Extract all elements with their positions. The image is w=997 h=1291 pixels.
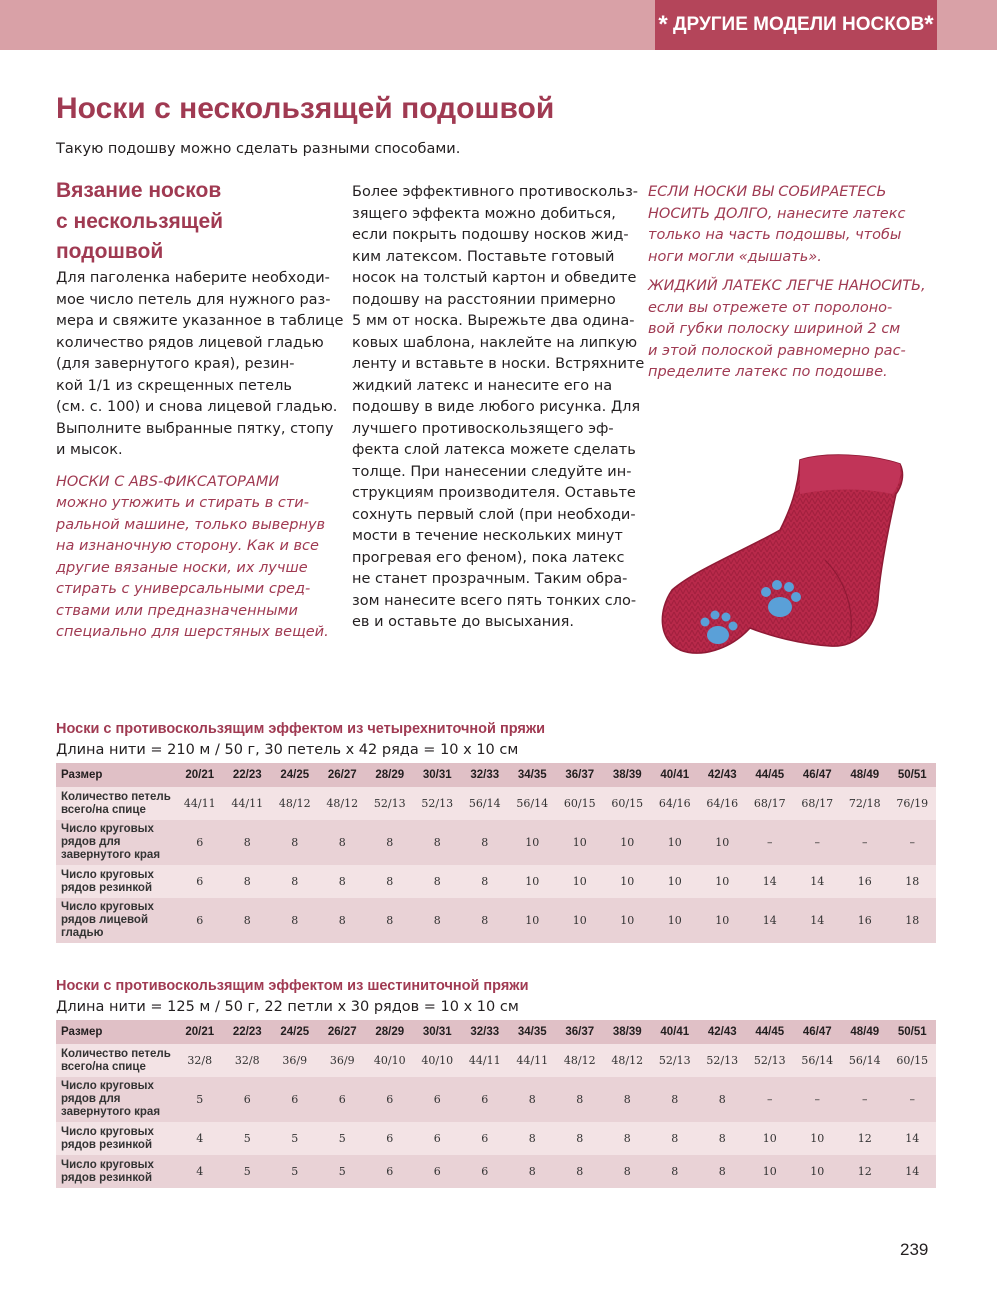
text-line: не станет прозрачным. Таким обра- (352, 571, 628, 587)
table-cell: 52/13 (366, 787, 414, 820)
table-cell: 44/11 (224, 787, 272, 820)
table-cell: 6 (414, 1155, 462, 1188)
table-cell: 8 (556, 1122, 604, 1155)
table-cell: 8 (509, 1155, 557, 1188)
table-cell: 10 (794, 1122, 842, 1155)
table-cell: 8 (224, 865, 272, 898)
table-cell: 68/17 (794, 787, 842, 820)
table-row (56, 1155, 936, 1188)
table-cell: 76/19 (889, 787, 937, 820)
table-cell: 10 (509, 820, 557, 865)
size-header: 22/23 (224, 763, 272, 787)
table-cell: 8 (224, 898, 272, 943)
table-cell: 6 (176, 898, 224, 943)
table-cell: 48/12 (319, 787, 367, 820)
table-cell: 10 (651, 898, 699, 943)
table-cell: 8 (556, 1155, 604, 1188)
table-cell: 8 (461, 820, 509, 865)
table-cell: 14 (794, 865, 842, 898)
size-header: 50/51 (889, 1020, 937, 1044)
row-label-line: Количество петель (61, 790, 171, 803)
text-line: (см. с. 100) и снова лицевой гладью. (56, 399, 338, 415)
text-line: зящего эффекта можно добиться, (352, 205, 616, 222)
row-label-line: рядов резинкой (61, 881, 153, 894)
text-line: ленту и вставьте в носки. Встряхните (352, 356, 645, 372)
section-label: ДРУГИЕ МОДЕЛИ НОСКОВ (672, 14, 925, 35)
table-caption: Носки с противоскользящим эффектом из четырехниточной пряжи (56, 721, 546, 737)
tip-line: и этой полоской равномерно рас- (648, 342, 906, 359)
tip-line: нанесите латекс (772, 205, 906, 222)
header-label: Размер (56, 1020, 176, 1044)
table-cell: 68/17 (746, 787, 794, 820)
size-header: 36/37 (556, 763, 604, 787)
row-label (56, 787, 176, 820)
table-cell: 10 (556, 898, 604, 943)
table-cell: 10 (699, 820, 747, 865)
table-cell: 8 (319, 865, 367, 898)
table-cell: 8 (604, 1122, 652, 1155)
size-header: 28/29 (366, 1020, 414, 1044)
text-line: подошву в виде любого рисунка. Для (352, 399, 641, 415)
table-cell: 16 (841, 865, 889, 898)
text-line: другие вязаные носки, их лучше (56, 559, 308, 576)
table-subcaption: Длина нити = 125 м / 50 г, 22 петли х 30 рядов = 10 х 10 см (56, 999, 519, 1015)
table-cell: 60/15 (604, 787, 652, 820)
tip-caps: НОСИТЬ ДОЛГО, (648, 205, 773, 222)
table-cell: 8 (699, 1122, 747, 1155)
table-cell: 48/12 (604, 1044, 652, 1077)
text-line: ральной машине, только вывернув (56, 516, 326, 533)
knitting-text (56, 268, 344, 462)
tip-caps: ЖИДКИЙ ЛАТЕКС ЛЕГЧЕ НАНОСИТЬ, (648, 278, 926, 294)
page-title: Носки с нескользящей подошвой (56, 92, 555, 125)
table-row (56, 787, 936, 820)
star-icon: * (924, 11, 934, 38)
table-cell: – (889, 820, 937, 865)
table-cell: 8 (271, 898, 319, 943)
row-label (56, 1155, 176, 1188)
text-line: Выполните выбранные пятку, стопу (56, 420, 334, 437)
table-row (56, 898, 936, 943)
table-cell: 12 (841, 1155, 889, 1188)
table-cell: 10 (651, 820, 699, 865)
size-header: 30/31 (414, 763, 462, 787)
table-cell: 36/9 (319, 1044, 367, 1077)
table-cell: 4 (176, 1122, 224, 1155)
table-cell: 6 (414, 1122, 462, 1155)
tip-line: вой губки полоску шириной 2 см (648, 321, 901, 337)
table-cell: 8 (366, 865, 414, 898)
table-cell: 10 (699, 865, 747, 898)
size-header: 50/51 (889, 763, 937, 787)
text-line: специально для шерстяных вещей. (56, 624, 329, 640)
table-cell: 8 (461, 898, 509, 943)
table-cell: 48/12 (556, 1044, 604, 1077)
tips-column (648, 182, 938, 384)
sock-illustration (650, 450, 925, 665)
row-label-line: всего/на спице (61, 803, 146, 816)
text-line: толще. При нанесении следуйте ин- (352, 463, 632, 480)
tip-latex (648, 276, 938, 384)
table-cell: 5 (176, 1077, 224, 1122)
table-cell: 12 (841, 1122, 889, 1155)
row-label-line: всего/на спице (61, 1060, 146, 1073)
table-cell: 56/14 (509, 787, 557, 820)
table-row (56, 865, 936, 898)
table-cell: 10 (556, 865, 604, 898)
section-tab (655, 0, 937, 50)
text-line: сохнуть первый слой (при необходи- (352, 506, 636, 523)
row-label-line: Число круговых (61, 901, 154, 913)
tip-durable (648, 182, 938, 268)
table-cell: 16 (841, 898, 889, 943)
table-cell: 8 (461, 865, 509, 898)
row-label (56, 1044, 176, 1077)
row-label-line: Число круговых (61, 868, 154, 881)
table-cell: 44/11 (176, 787, 224, 820)
size-header: 44/45 (746, 763, 794, 787)
tip-caps: ЕСЛИ НОСКИ ВЫ СОБИРАЕТЕСЬ (648, 184, 887, 200)
table-cell: 8 (651, 1155, 699, 1188)
table-cell: 52/13 (699, 1044, 747, 1077)
table-cell: 6 (176, 820, 224, 865)
size-header: 40/41 (651, 1020, 699, 1044)
row-label-line: рядов для (61, 1093, 121, 1105)
row-label-line: Число круговых (61, 823, 154, 835)
knitting-heading (56, 176, 223, 268)
table-cell: 6 (319, 1077, 367, 1122)
size-header: 46/47 (794, 763, 842, 787)
row-label (56, 865, 176, 898)
table-row (56, 1077, 936, 1122)
text-line: струкциям производителя. Оставьте (352, 485, 636, 501)
size-table (56, 763, 936, 943)
size-header: 32/33 (461, 1020, 509, 1044)
table-cell: 8 (271, 820, 319, 865)
table-row (56, 820, 936, 865)
size-header: 30/31 (414, 1020, 462, 1044)
text-line: можно утюжить и стирать в сти- (56, 495, 309, 511)
table-cell: 10 (509, 898, 557, 943)
table-cell: 64/16 (699, 787, 747, 820)
table-cell: 72/18 (841, 787, 889, 820)
table-cell: 6 (366, 1077, 414, 1122)
table-cell: 10 (604, 898, 652, 943)
row-label (56, 820, 176, 865)
table-cell: – (794, 1077, 842, 1122)
table-cell: 8 (509, 1122, 557, 1155)
text-line: лучшего противоскользящего эф- (352, 420, 614, 437)
table-cell: 10 (604, 865, 652, 898)
text-line: Более эффективного противоскольз- (352, 184, 639, 200)
table-cell: 5 (271, 1122, 319, 1155)
size-header: 22/23 (224, 1020, 272, 1044)
row-label-line: рядов для (61, 836, 121, 848)
size-header: 34/35 (509, 1020, 557, 1044)
size-header: 48/49 (841, 1020, 889, 1044)
size-header: 44/45 (746, 1020, 794, 1044)
text-line: ствами или предназначенными (56, 602, 298, 619)
row-label-line: Число круговых (61, 1158, 154, 1171)
table-cell: 60/15 (556, 787, 604, 820)
table-cell: 5 (319, 1122, 367, 1155)
tip-line: только на часть подошвы, чтобы (648, 227, 902, 243)
table-cell: 8 (224, 820, 272, 865)
table-cell: 10 (699, 898, 747, 943)
table-cell: 32/8 (224, 1044, 272, 1077)
table-cell: 4 (176, 1155, 224, 1188)
table-four-ply (56, 720, 936, 943)
text-line: количество рядов лицевой гладью (56, 334, 324, 351)
table-cell: 52/13 (651, 1044, 699, 1077)
table-cell: – (746, 1077, 794, 1122)
table-cell: 8 (509, 1077, 557, 1122)
row-label-line: Количество петель (61, 1047, 171, 1060)
row-label (56, 898, 176, 943)
row-label (56, 1122, 176, 1155)
table-cell: – (841, 1077, 889, 1122)
table-cell: 40/10 (366, 1044, 414, 1077)
text-line: зом нанесите всего пять тонких сло- (352, 592, 637, 609)
row-label-line: рядов лицевой (61, 914, 149, 926)
table-cell: 8 (651, 1122, 699, 1155)
size-header: 38/39 (604, 763, 652, 787)
size-header: 26/27 (319, 1020, 367, 1044)
text-line: (для завернутого края), резин- (56, 356, 295, 372)
table-cell: 6 (461, 1155, 509, 1188)
table-cell: 8 (651, 1077, 699, 1122)
tip-line: если вы отрежете от поролоно- (648, 299, 893, 316)
size-header: 20/21 (176, 1020, 224, 1044)
tip-line: пределите латекс по подошве. (648, 364, 888, 380)
table-cell: 5 (319, 1155, 367, 1188)
table-cell: 56/14 (461, 787, 509, 820)
size-header: 34/35 (509, 763, 557, 787)
size-header: 32/33 (461, 763, 509, 787)
table-cell: – (841, 820, 889, 865)
text-line: на изнаночную сторону. Как и все (56, 538, 319, 554)
table-cell: 64/16 (651, 787, 699, 820)
table-cell: 6 (176, 865, 224, 898)
size-header: 36/37 (556, 1020, 604, 1044)
text-line: кой 1/1 из скрещенных петель (56, 377, 292, 394)
text-line: подошву на расстоянии примерно (352, 291, 616, 308)
text-line: ев и оставьте до высыхания. (352, 614, 574, 630)
table-cell: 6 (461, 1077, 509, 1122)
text-line: фекта слой латекса можете сделать (352, 442, 636, 458)
table-cell: 10 (556, 820, 604, 865)
row-label (56, 1077, 176, 1122)
table-cell: 14 (746, 865, 794, 898)
table-cell: 56/14 (841, 1044, 889, 1077)
table-cell: 8 (319, 898, 367, 943)
table-cell: 5 (224, 1155, 272, 1188)
text-line: ким латексом. Поставьте готовый (352, 248, 615, 265)
size-header: 42/43 (699, 1020, 747, 1044)
table-cell: 8 (604, 1077, 652, 1122)
star-icon: * (658, 11, 668, 38)
size-header: 28/29 (366, 763, 414, 787)
table-cell: 5 (224, 1122, 272, 1155)
size-header: 42/43 (699, 763, 747, 787)
heading-line: подошвой (56, 240, 164, 263)
text-line: если покрыть подошву носков жид- (352, 227, 629, 243)
table-cell: – (889, 1077, 937, 1122)
table-cell: 14 (889, 1122, 937, 1155)
text-line: носок на толстый картон и обведите (352, 270, 637, 286)
text-line: мости в течение нескольких минут (352, 528, 623, 544)
text-line: жидкий латекс и нанесите его на (352, 377, 613, 394)
table-cell: 8 (414, 898, 462, 943)
table-cell: 10 (794, 1155, 842, 1188)
table-cell: 10 (746, 1122, 794, 1155)
table-cell: 8 (556, 1077, 604, 1122)
table-cell: 52/13 (746, 1044, 794, 1077)
table-cell: 6 (414, 1077, 462, 1122)
latex-text (352, 182, 645, 634)
row-label-line: Число круговых (61, 1080, 154, 1092)
heading-line: Вязание носков (56, 179, 222, 202)
size-header: 38/39 (604, 1020, 652, 1044)
table-cell: – (746, 820, 794, 865)
abs-note-caps: НОСКИ С ABS-ФИКСАТОРАМИ (56, 473, 280, 490)
page-subtitle: Такую подошву можно сделать разными способами. (56, 141, 461, 157)
table-cell: 48/12 (271, 787, 319, 820)
size-header: 20/21 (176, 763, 224, 787)
table-cell: 18 (889, 865, 937, 898)
table-caption: Носки с противоскользящим эффектом из шестиниточной пряжи (56, 978, 529, 994)
size-header: 24/25 (271, 1020, 319, 1044)
text-line: стирать с универсальными сред- (56, 581, 311, 597)
row-label-line: рядов резинкой (61, 1138, 153, 1151)
text-line: прогревая его феном), пока латекс (352, 549, 625, 566)
table-cell: 8 (699, 1077, 747, 1122)
text-line: мера и свяжите указанное в таблице (56, 313, 344, 329)
table-cell: 44/11 (461, 1044, 509, 1077)
table-cell: 10 (509, 865, 557, 898)
table-cell: 6 (366, 1155, 414, 1188)
text-line: мое число петель для нужного раз- (56, 291, 331, 308)
heading-line: с нескользящей (56, 209, 224, 233)
tip-line: ноги могли «дышать». (648, 248, 822, 265)
table-cell: 10 (651, 865, 699, 898)
table-cell: 8 (366, 820, 414, 865)
size-table (56, 1020, 936, 1188)
text-line: Для паголенка наберите необходи- (56, 270, 330, 286)
size-header: 40/41 (651, 763, 699, 787)
table-cell: 6 (366, 1122, 414, 1155)
table-cell: 8 (604, 1155, 652, 1188)
table-cell: 8 (319, 820, 367, 865)
table-cell: 56/14 (794, 1044, 842, 1077)
size-header: 46/47 (794, 1020, 842, 1044)
abs-note (56, 472, 329, 644)
latex-column (352, 182, 645, 634)
table-cell: 18 (889, 898, 937, 943)
size-header: 26/27 (319, 763, 367, 787)
table-six-ply (56, 977, 936, 1188)
size-header: 24/25 (271, 763, 319, 787)
row-label-line: рядов резинкой (61, 1171, 153, 1184)
knitting-column (56, 268, 344, 644)
table-cell: 6 (461, 1122, 509, 1155)
table-cell: 44/11 (509, 1044, 557, 1077)
table-cell: 6 (271, 1077, 319, 1122)
table-cell: 14 (889, 1155, 937, 1188)
sock-cuff (800, 455, 901, 494)
table-cell: 32/8 (176, 1044, 224, 1077)
table-cell: 14 (794, 898, 842, 943)
size-header: 48/49 (841, 763, 889, 787)
table-cell: 10 (746, 1155, 794, 1188)
table-cell: 10 (604, 820, 652, 865)
row-label-line: Число круговых (61, 1125, 154, 1138)
table-cell: 8 (414, 820, 462, 865)
text-line: 5 мм от носка. Вырежьте два одина- (352, 313, 635, 329)
table-row (56, 1044, 936, 1077)
row-label-line: гладью (61, 927, 104, 939)
table-cell: 40/10 (414, 1044, 462, 1077)
table-cell: 8 (366, 898, 414, 943)
table-cell: 52/13 (414, 787, 462, 820)
table-cell: 60/15 (889, 1044, 937, 1077)
row-label-line: завернутого края (61, 849, 161, 861)
header-label: Размер (56, 763, 176, 787)
table-cell: 8 (271, 865, 319, 898)
text-line: ковых шаблона, наклейте на липкую (352, 334, 638, 351)
table-cell: 8 (699, 1155, 747, 1188)
text-line: и мысок. (56, 442, 123, 458)
page-number: 239 (900, 1240, 929, 1259)
table-cell: 36/9 (271, 1044, 319, 1077)
table-cell: 6 (224, 1077, 272, 1122)
table-cell: 8 (414, 865, 462, 898)
table-cell: – (794, 820, 842, 865)
table-subcaption: Длина нити = 210 м / 50 г, 30 петель х 42 ряда = 10 х 10 см (56, 742, 519, 758)
row-label-line: завернутого края (61, 1106, 161, 1118)
table-cell: 5 (271, 1155, 319, 1188)
table-cell: 14 (746, 898, 794, 943)
table-row (56, 1122, 936, 1155)
